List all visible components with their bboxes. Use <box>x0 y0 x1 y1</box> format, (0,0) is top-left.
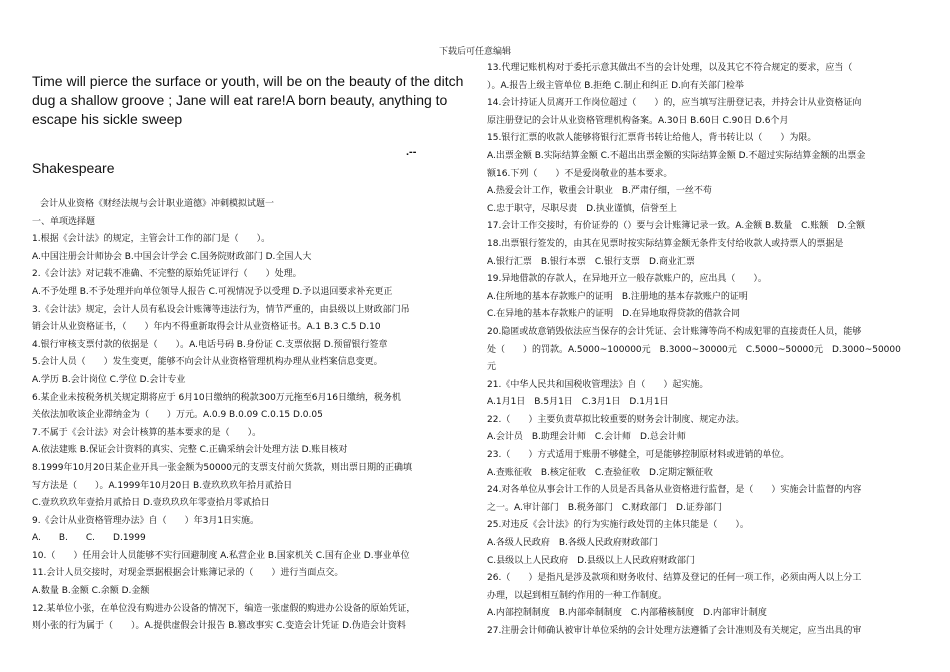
text-line: 14.会计持证人员离开工作岗位超过（ ）的，应当填写注册登记表，并持会计从业资格证向 <box>487 98 862 109</box>
text-line: 10.（ ）任用会计人员能够不实行回避制度 A.私营企业 B.国家机关 C.国有企业 D.事业单位 <box>32 550 410 561</box>
text-line: ）。A.报告上级主管单位 B.拒绝 C.制止和纠正 D.向有关部门检举 <box>487 80 744 91</box>
text-line: 19.异地借款的存款人，在异地开立一般存款账户的，应出具（ ）。 <box>487 274 767 285</box>
text-line: A.不予处理 B.不予处理并向单位领导人报告 C.可视情况予以受理 D.予以退回要求补充更正 <box>32 286 393 297</box>
text-line: 元 <box>487 362 497 373</box>
text-line: A. B. C. D.1999 <box>32 533 146 544</box>
left-column <box>32 196 472 636</box>
text-line: C.忠于职守，尽职尽责 D.执业谨慎，信誉至上 <box>487 203 677 214</box>
text-line: C.县级以上人民政府 D.县级以上人民政府财政部门 <box>487 555 695 566</box>
text-line: 22.（ ）主要负责草拟比较重要的财务会计制度、规定办法。 <box>487 414 745 425</box>
text-line: 12.某单位小张，在单位没有购进办公设备的情况下，编造一张虚假的购进办公设备的原始凭证， <box>32 603 416 614</box>
text-line: 1.根据《会计法》的规定，主管会计工作的部门是（ ）。 <box>32 234 271 245</box>
text-line: A.内部控制制度 B.内部牵制制度 C.内部稽核制度 D.内部审计制度 <box>487 608 767 619</box>
text-line: 21.《中华人民共和国税收管理法》自（ ）起实施。 <box>487 379 709 390</box>
text-line: A.学历 B.会计岗位 C.学位 D.会计专业 <box>32 374 186 385</box>
right-column <box>487 60 925 641</box>
text-line: C.壹玖玖玖年壹拾月贰拾日 D.壹玖玖玖年零壹拾月零贰拾日 <box>32 498 270 509</box>
quote-author: Shakespeare <box>32 160 115 176</box>
text-line: A.依法建账 B.保证会计资料的真实、完整 C.正确采纳会计处理方法 D.账目核对 <box>32 445 348 456</box>
text-line: 7.不属于《会计法》对会计核算的基本要求的是（ ）。 <box>32 427 262 438</box>
text-line: A.会计员 B.助理会计师 C.会计师 D.总会计师 <box>487 432 686 443</box>
text-line: A.查账征收 B.核定征收 C.查验征收 D.定期定额征收 <box>487 467 713 478</box>
text-line: 11.会计人员交接时，对现金票据根据会计账簿记录的（ ）进行当面点交。 <box>32 568 344 579</box>
text-line: 8.1999年10月20日某企业开具一张金额为50000元的支票支付前欠货款，则出票日期的正确填 <box>32 462 413 473</box>
text-line: 23.（ ）方式适用于账册不够健全，可是能够控制原材料或进销的单位。 <box>487 450 790 461</box>
text-line: 额16.下列（ ）不是爱岗敬业的基本要求。 <box>487 168 673 179</box>
text-line: C.在异地的基本存款账户的证明 D.在异地取得贷款的借款合同 <box>487 309 740 320</box>
text-line: 20.隐匿或故意销毁依法应当保存的会计凭证、会计账簿等尚不构成犯罪的直接责任人员，能够 <box>487 326 862 337</box>
quote-line: dug a shallow groove ; Jane will eat rare!A born beauty, anything to <box>32 92 448 108</box>
quote-line: Time will pierce the surface or youth, will be on the beauty of the ditch <box>32 73 464 89</box>
text-line: 办理，以起到相互制约作用的一种工作制度。 <box>487 590 668 601</box>
text-line: 6.某企业未按税务机关规定期将应于 6月10日缴纳的税款300万元拖至6月16日缴纳，税务机 <box>32 392 401 403</box>
text-line: 之一。A.审计部门 B.税务部门 C.财政部门 D.证券部门 <box>487 502 722 513</box>
text-line: 关依法加收该企业滞纳金为（ ）万元。A.0.9 B.0.09 C.0.15 D.0.05 <box>32 410 323 421</box>
text-line: A.热爱会计工作，敬重会计职业 B.严肃仔细，一丝不苟 <box>487 186 712 197</box>
text-line: 原注册登记的会计从业资格管理机构备案。A.30日 B.60日 C.90日 D.6个月 <box>487 115 789 126</box>
text-line: 18.出票银行签发的，由其在见票时按实际结算金额无条件支付给收款人或持票人的票据是 <box>487 238 844 249</box>
exam-title: 会计从业资格《财经法规与会计职业道德》冲刺模拟试题一 <box>40 199 275 209</box>
text-line: A.住所地的基本存款账户的证明 B.注册地的基本存款账户的证明 <box>487 291 748 302</box>
quote-dash: .-- <box>406 146 417 158</box>
text-line: 一、单项选择题 <box>32 216 96 227</box>
text-line: 13.代理记账机构对于委托示意其做出不当的会计处理，以及其它不符合规定的要求，应当（ <box>487 63 853 73</box>
text-line: A.1月1日 B.5月1日 C.3月1日 D.1月1日 <box>487 397 669 408</box>
text-line: 9.《会计从业资格管理办法》自（ ）年3月1日实施。 <box>32 515 260 526</box>
quote-line: escape his sickle sweep <box>32 111 183 127</box>
text-line: 4.银行审核支票付款的依据是（ ）。A.电话号码 B.身份证 C.支票依据 D.预留银行签章 <box>32 339 388 350</box>
text-line: A.中国注册会计师协会 B.中国会计学会 C.国务院财政部门 D.全国人大 <box>32 251 312 262</box>
text-line: A.银行汇票 B.银行本票 C.银行支票 D.商业汇票 <box>487 256 695 267</box>
text-line: 3.《会计法》规定，会计人员有私设会计账簿等违法行为，情节严重的，由县级以上财政部门吊 <box>32 304 410 315</box>
text-line: 25.对违反《会计法》的行为实施行政处罚的主体只能是（ ）。 <box>487 520 749 531</box>
text-line: 5.会计人员（ ）发生变更，能够不向会计从业资格管理机构办理从业档案信息变更。 <box>32 357 383 368</box>
quote-block <box>32 72 472 129</box>
page-header: 下载后可任意编辑 <box>438 47 511 57</box>
text-line: 15.银行汇票的收款人能够将银行汇票背书转让给他人，背书转让以（ ）为限。 <box>487 133 817 144</box>
text-line: 17.会计工作交接时，有价证券的（）要与会计账簿记录一致。A.金额 B.数量 C.账额 D.全额 <box>487 221 866 232</box>
text-line: 26.（ ）是指凡是涉及款项和财务收付、结算及登记的任何一项工作，必须由两人以上分工 <box>487 573 862 584</box>
text-line: 27.注册会计师确认被审计单位采纳的会计处理方法遵循了会计准则及有关规定，应当出具的审 <box>487 626 862 636</box>
text-line: A.数量 B.金额 C.余额 D.金额 <box>32 586 150 597</box>
text-line: 写方法是（ ）。A.1999年10月20日 B.壹玖玖玖年拾月贰拾日 <box>32 480 293 491</box>
text-line: 2.《会计法》对记载不准确、不完整的原始凭证评行（ ）处理。 <box>32 269 302 280</box>
text-line: A.各级人民政府 B.各级人民政府财政部门 <box>487 538 658 549</box>
text-line: 24.对各单位从事会计工作的人员是否具备从业资格进行监督，是（ ）实施会计监督的内容 <box>487 485 862 496</box>
text-line: A.出票金额 B.实际结算金额 C.不超出出票金额的实际结算金额 D.不超过实际结算金额的出票金 <box>487 150 866 161</box>
text-line: 处（ ）的罚款。A.5000~100000元 B.3000~30000元 C.5000~50000元 D.3000~50000 <box>487 344 901 355</box>
text-line: 销会计从业资格证书，（ ）年内不得重新取得会计从业资格证书。A.1 B.3 C.5 D.10 <box>32 322 381 333</box>
text-line: 则小张的行为属于（ ）。A.提供虚假会计报告 B.篡改事实 C.变造会计凭证 D.伪造会计资料 <box>32 621 406 632</box>
